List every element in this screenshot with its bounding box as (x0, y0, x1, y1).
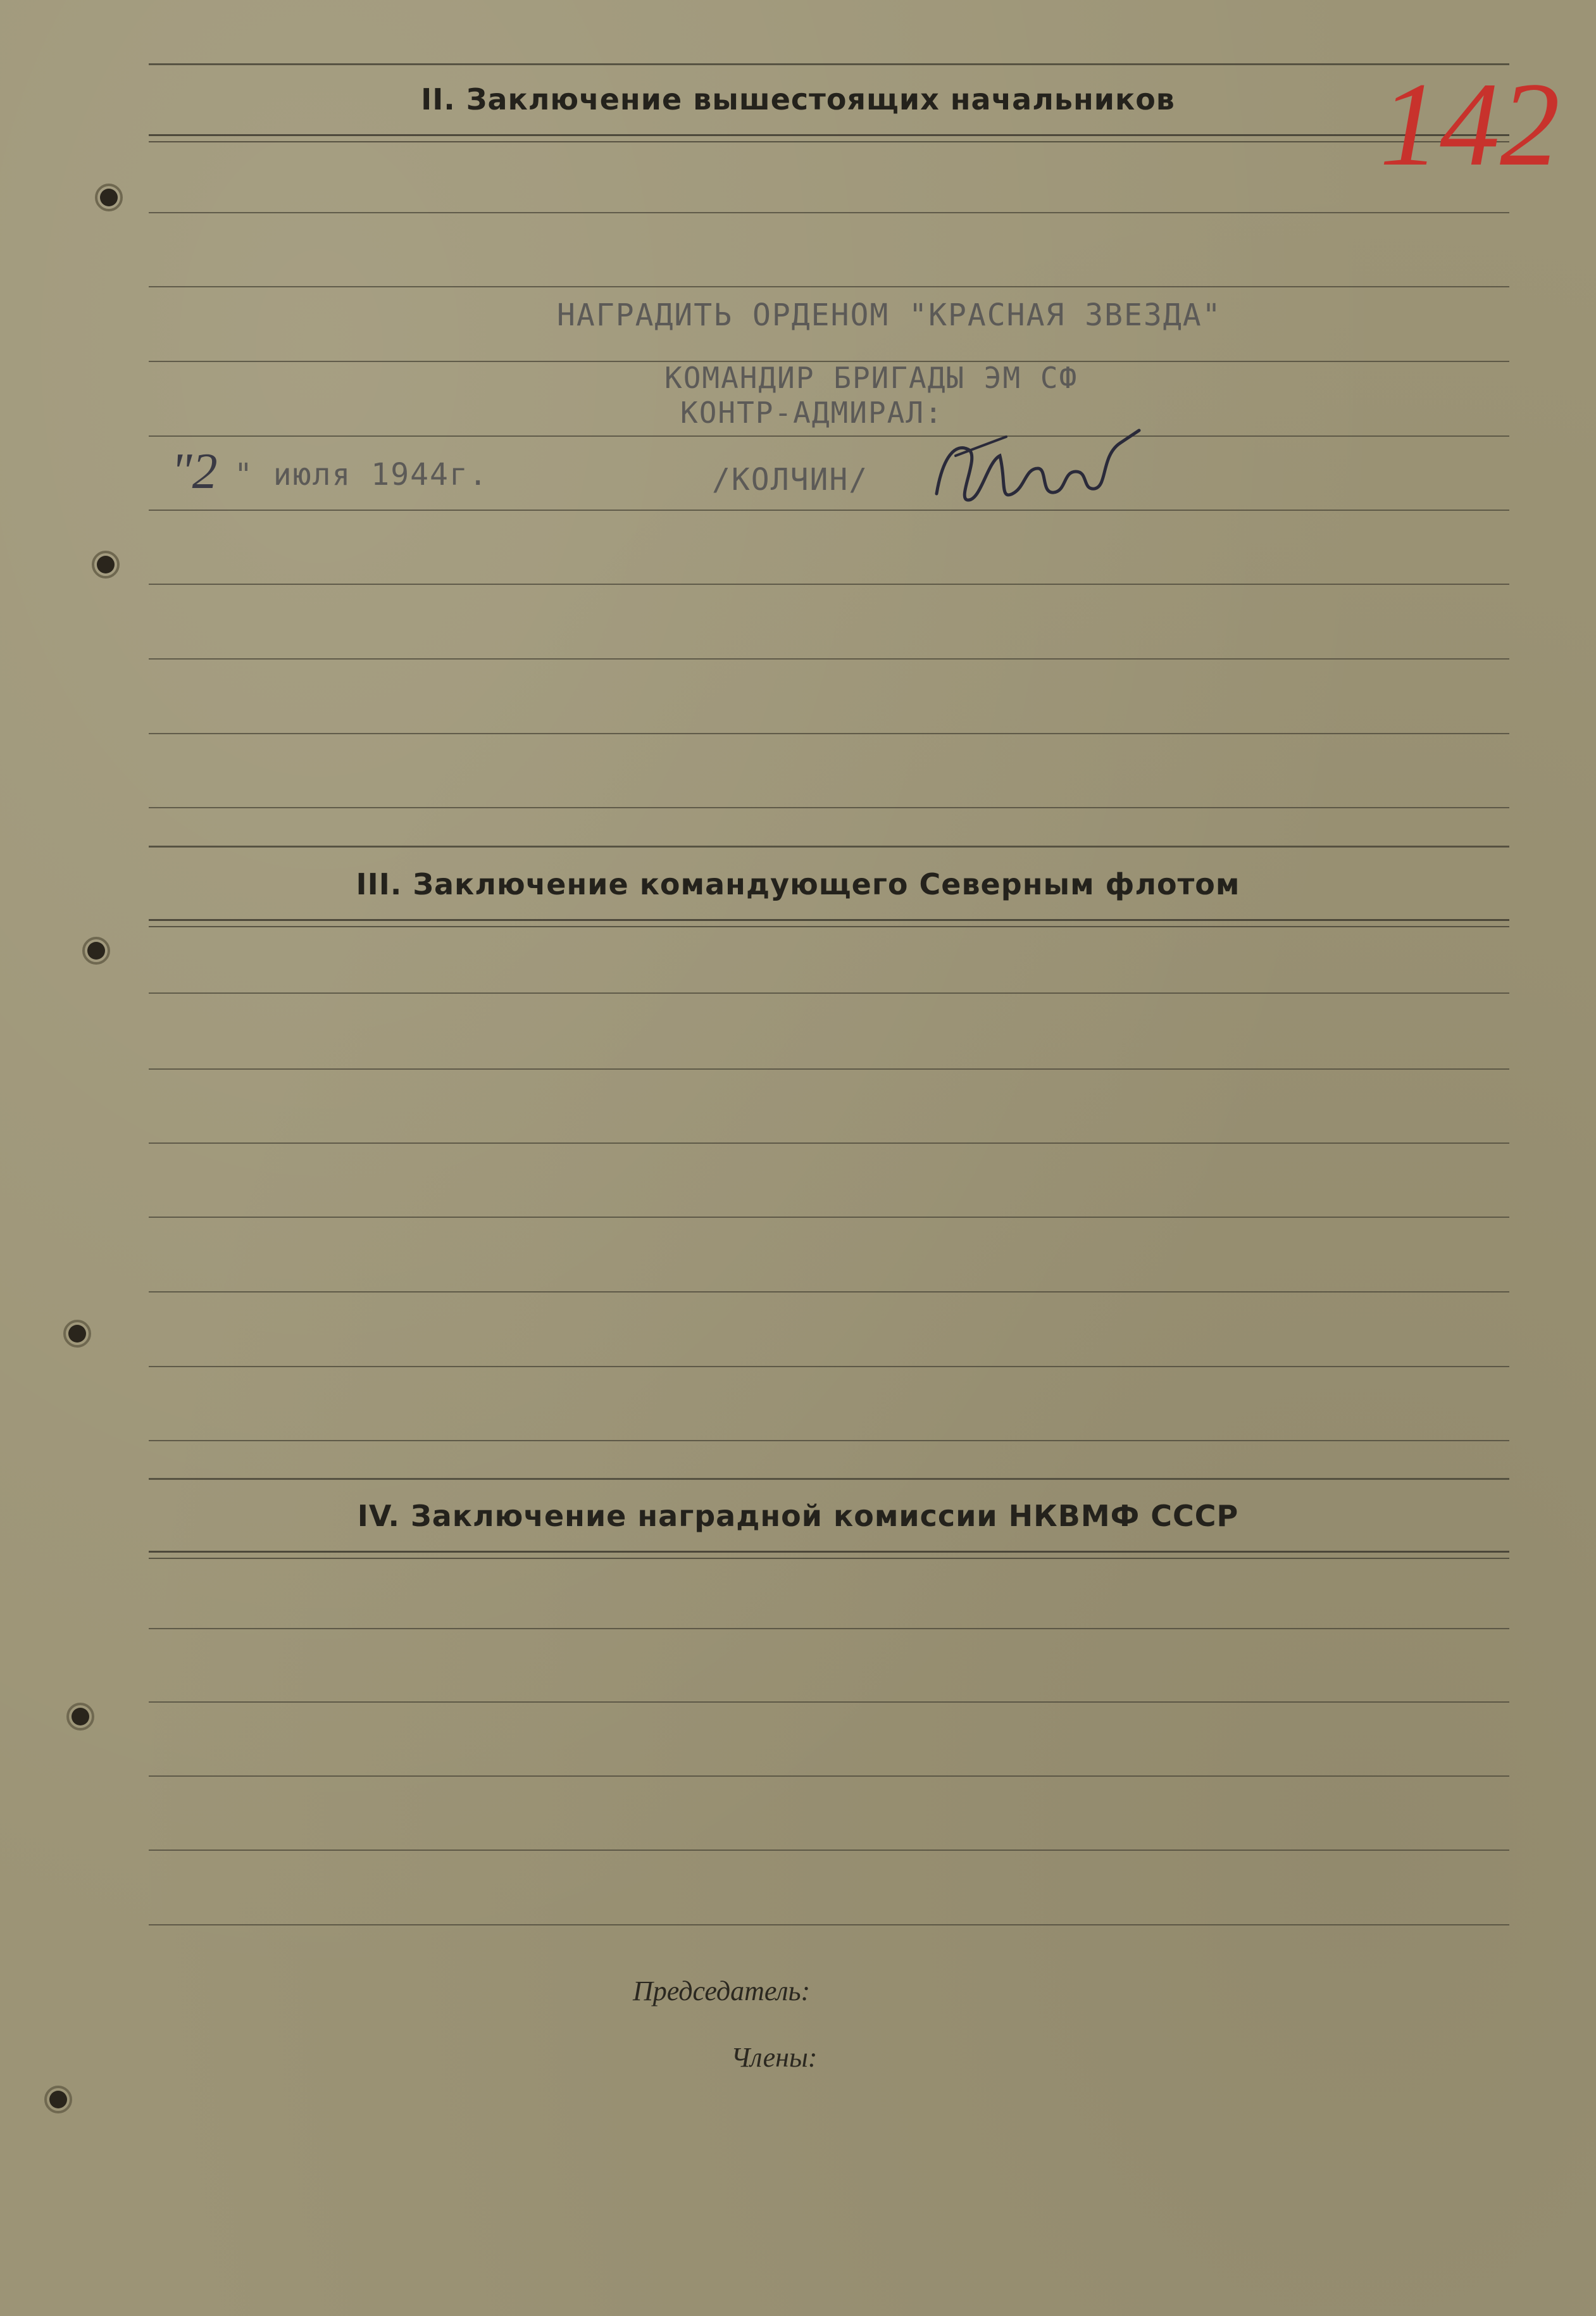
chairman-label: Председатель: (633, 1975, 811, 2006)
section-2-title: II. Заключение вышестоящих начальников (421, 82, 1175, 116)
ruled-line (149, 1701, 1509, 1703)
ruled-line (149, 1068, 1509, 1070)
ruled-line (149, 807, 1509, 808)
ruled-line (149, 584, 1509, 585)
ruled-line (149, 1440, 1509, 1441)
ruled-line (149, 1291, 1509, 1293)
ruled-line (149, 992, 1509, 994)
ruled-line (149, 510, 1509, 511)
section-divider (149, 1478, 1509, 1480)
ruled-line (149, 733, 1509, 734)
members-label: Члены: (731, 2042, 818, 2073)
ruled-line (149, 1142, 1509, 1144)
rank-title: КОНТР-АДМИРАЛ: (680, 396, 944, 430)
ruled-line (149, 1366, 1509, 1367)
award-text: НАГРАДИТЬ ОРДЕНОМ "КРАСНАЯ ЗВЕЗДА" (557, 297, 1222, 333)
ruled-line (149, 1775, 1509, 1777)
commander-title: КОМАНДИР БРИГАДЫ ЭМ СФ (664, 361, 1078, 395)
date-text: " июля 1944г. (234, 457, 489, 492)
ruled-line (149, 435, 1509, 437)
page-number-stamp (1373, 57, 1582, 196)
ruled-line (149, 212, 1509, 213)
binding-hole-icon (95, 184, 123, 211)
ruled-line (149, 286, 1509, 287)
section-3-underline (149, 919, 1509, 927)
ruled-line (149, 1850, 1509, 1851)
ruled-line (149, 658, 1509, 660)
binding-hole-icon (82, 937, 110, 965)
binding-hole-icon (44, 2086, 72, 2113)
ruled-line (149, 1924, 1509, 1925)
signature (930, 418, 1158, 519)
binding-hole-icon (66, 1703, 94, 1731)
section-2-underline (149, 134, 1509, 142)
ruled-line (149, 1628, 1509, 1629)
section-4-title: IV. Заключение наградной комиссии НКВМФ СССР (357, 1499, 1239, 1533)
date-day-handwritten: "2 (171, 444, 218, 499)
section-4-underline (149, 1551, 1509, 1559)
binding-hole-icon (63, 1320, 91, 1348)
section-3-title: III. Заключение командующего Северным флотом (356, 867, 1240, 901)
section-divider (149, 846, 1509, 848)
top-rule (149, 63, 1509, 65)
binding-hole-icon (92, 551, 120, 579)
svg-text:142: 142 (1380, 58, 1560, 191)
signatory-name: /КОЛЧИН/ (712, 462, 869, 498)
ruled-line (149, 1217, 1509, 1218)
